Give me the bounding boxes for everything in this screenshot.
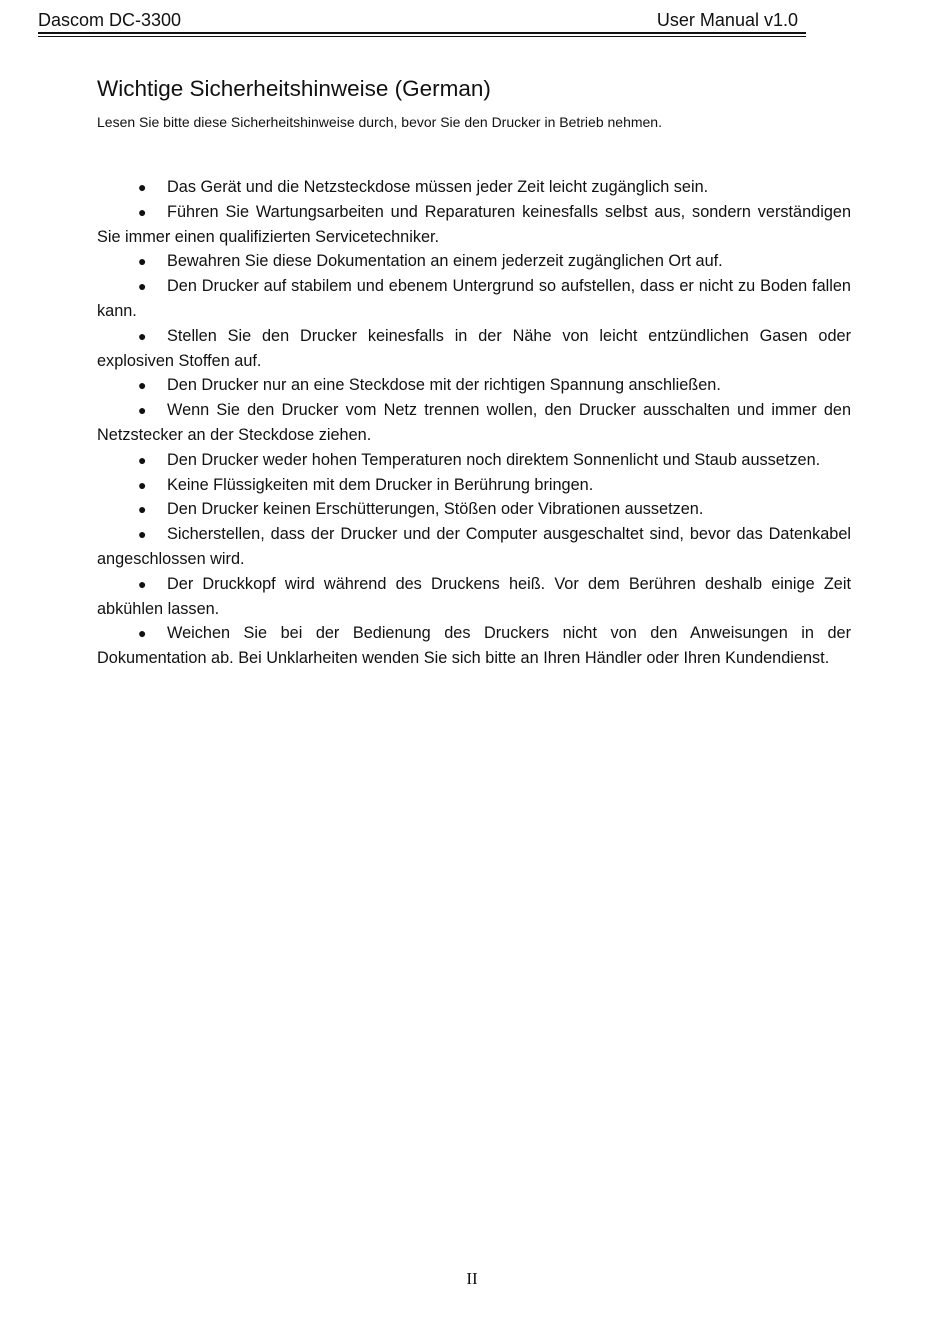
list-item: [97, 324, 851, 374]
note-text: Der Druckkopf wird während des Druckens heiß. Vor dem Berühren deshalb einige Zeit abkühlen lassen.: [97, 574, 851, 618]
page-title: Wichtige Sicherheitshinweise (German): [97, 76, 491, 101]
list-item: [97, 522, 851, 572]
note-text: Das Gerät und die Netzsteckdose müssen jeder Zeit leicht zugänglich sein.: [167, 178, 709, 196]
header-rule-thick: [38, 32, 806, 34]
list-item: [97, 274, 851, 324]
note-text: Weichen Sie bei der Bedienung des Druckers nicht von den Anweisungen in der Dokumentation ab. Bei Unklarheiten wenden Sie sich bitte an Ihren Händler oder Ihren Kundendienst.: [97, 624, 851, 668]
page-header: [38, 8, 806, 32]
note-text: Wenn Sie den Drucker vom Netz trennen wollen, den Drucker ausschalten und immer den Netzstecker an der Steckdose ziehen.: [97, 401, 851, 444]
bullet-icon: ●: [138, 203, 147, 220]
list-item: [97, 373, 851, 398]
bullet-icon: ●: [138, 501, 147, 518]
list-item: [97, 497, 851, 522]
bullet-icon: ●: [138, 476, 147, 493]
intro-text: Lesen Sie bitte diese Sicherheitshinweise durch, bevor Sie den Drucker in Betrieb nehmen.: [97, 114, 662, 130]
bullet-icon: ●: [138, 327, 147, 344]
header-product-name: Dascom DC-3300: [38, 10, 182, 30]
note-text: Den Drucker auf stabilem und ebenem Untergrund so aufstellen, dass er nicht zu Boden fallen kann.: [97, 277, 851, 320]
list-item: [97, 448, 851, 473]
bullet-icon: ●: [138, 526, 147, 543]
list-item: [97, 398, 851, 448]
list-item: [97, 249, 851, 274]
bullet-icon: ●: [138, 575, 147, 592]
bullet-icon: ●: [138, 625, 147, 642]
bullet-icon: ●: [138, 402, 147, 419]
list-item: [97, 572, 851, 622]
page-content: [97, 74, 851, 671]
bullet-icon: ●: [138, 278, 147, 295]
bullet-icon: ●: [138, 179, 147, 195]
safety-notes-list: [97, 175, 851, 671]
header-manual-version: User Manual v1.0: [656, 10, 798, 30]
list-item: [97, 200, 851, 250]
note-text: Keine Flüssigkeiten mit dem Drucker in Berührung bringen.: [167, 475, 594, 494]
note-text: Führen Sie Wartungsarbeiten und Reparaturen keinesfalls selbst aus, sondern verständigen Sie immer einen qualifizierten Servicetechniker.: [97, 202, 851, 246]
note-text: Den Drucker weder hohen Temperaturen noch direktem Sonnenlicht und Staub aussetzen.: [167, 450, 821, 469]
page-number: II: [466, 1269, 478, 1288]
header-rule-thin: [38, 36, 806, 37]
note-text: Den Drucker nur an eine Steckdose mit der richtigen Spannung anschließen.: [167, 376, 721, 395]
note-text: Stellen Sie den Drucker keinesfalls in der Nähe von leicht entzündlichen Gasen oder explosiven Stoffen auf.: [97, 326, 851, 370]
bullet-icon: ●: [138, 253, 147, 270]
bullet-icon: ●: [138, 377, 147, 394]
note-text: Den Drucker keinen Erschütterungen, Stößen oder Vibrationen aussetzen.: [167, 500, 704, 519]
list-item: [97, 175, 851, 200]
list-item: [97, 473, 851, 498]
bullet-icon: ●: [138, 451, 147, 468]
list-item: [97, 621, 851, 671]
note-text: Bewahren Sie diese Dokumentation an einem jederzeit zugänglichen Ort auf.: [167, 252, 723, 271]
note-text: Sicherstellen, dass der Drucker und der Computer ausgeschaltet sind, bevor das Datenkabel angeschlossen wird.: [97, 525, 851, 568]
